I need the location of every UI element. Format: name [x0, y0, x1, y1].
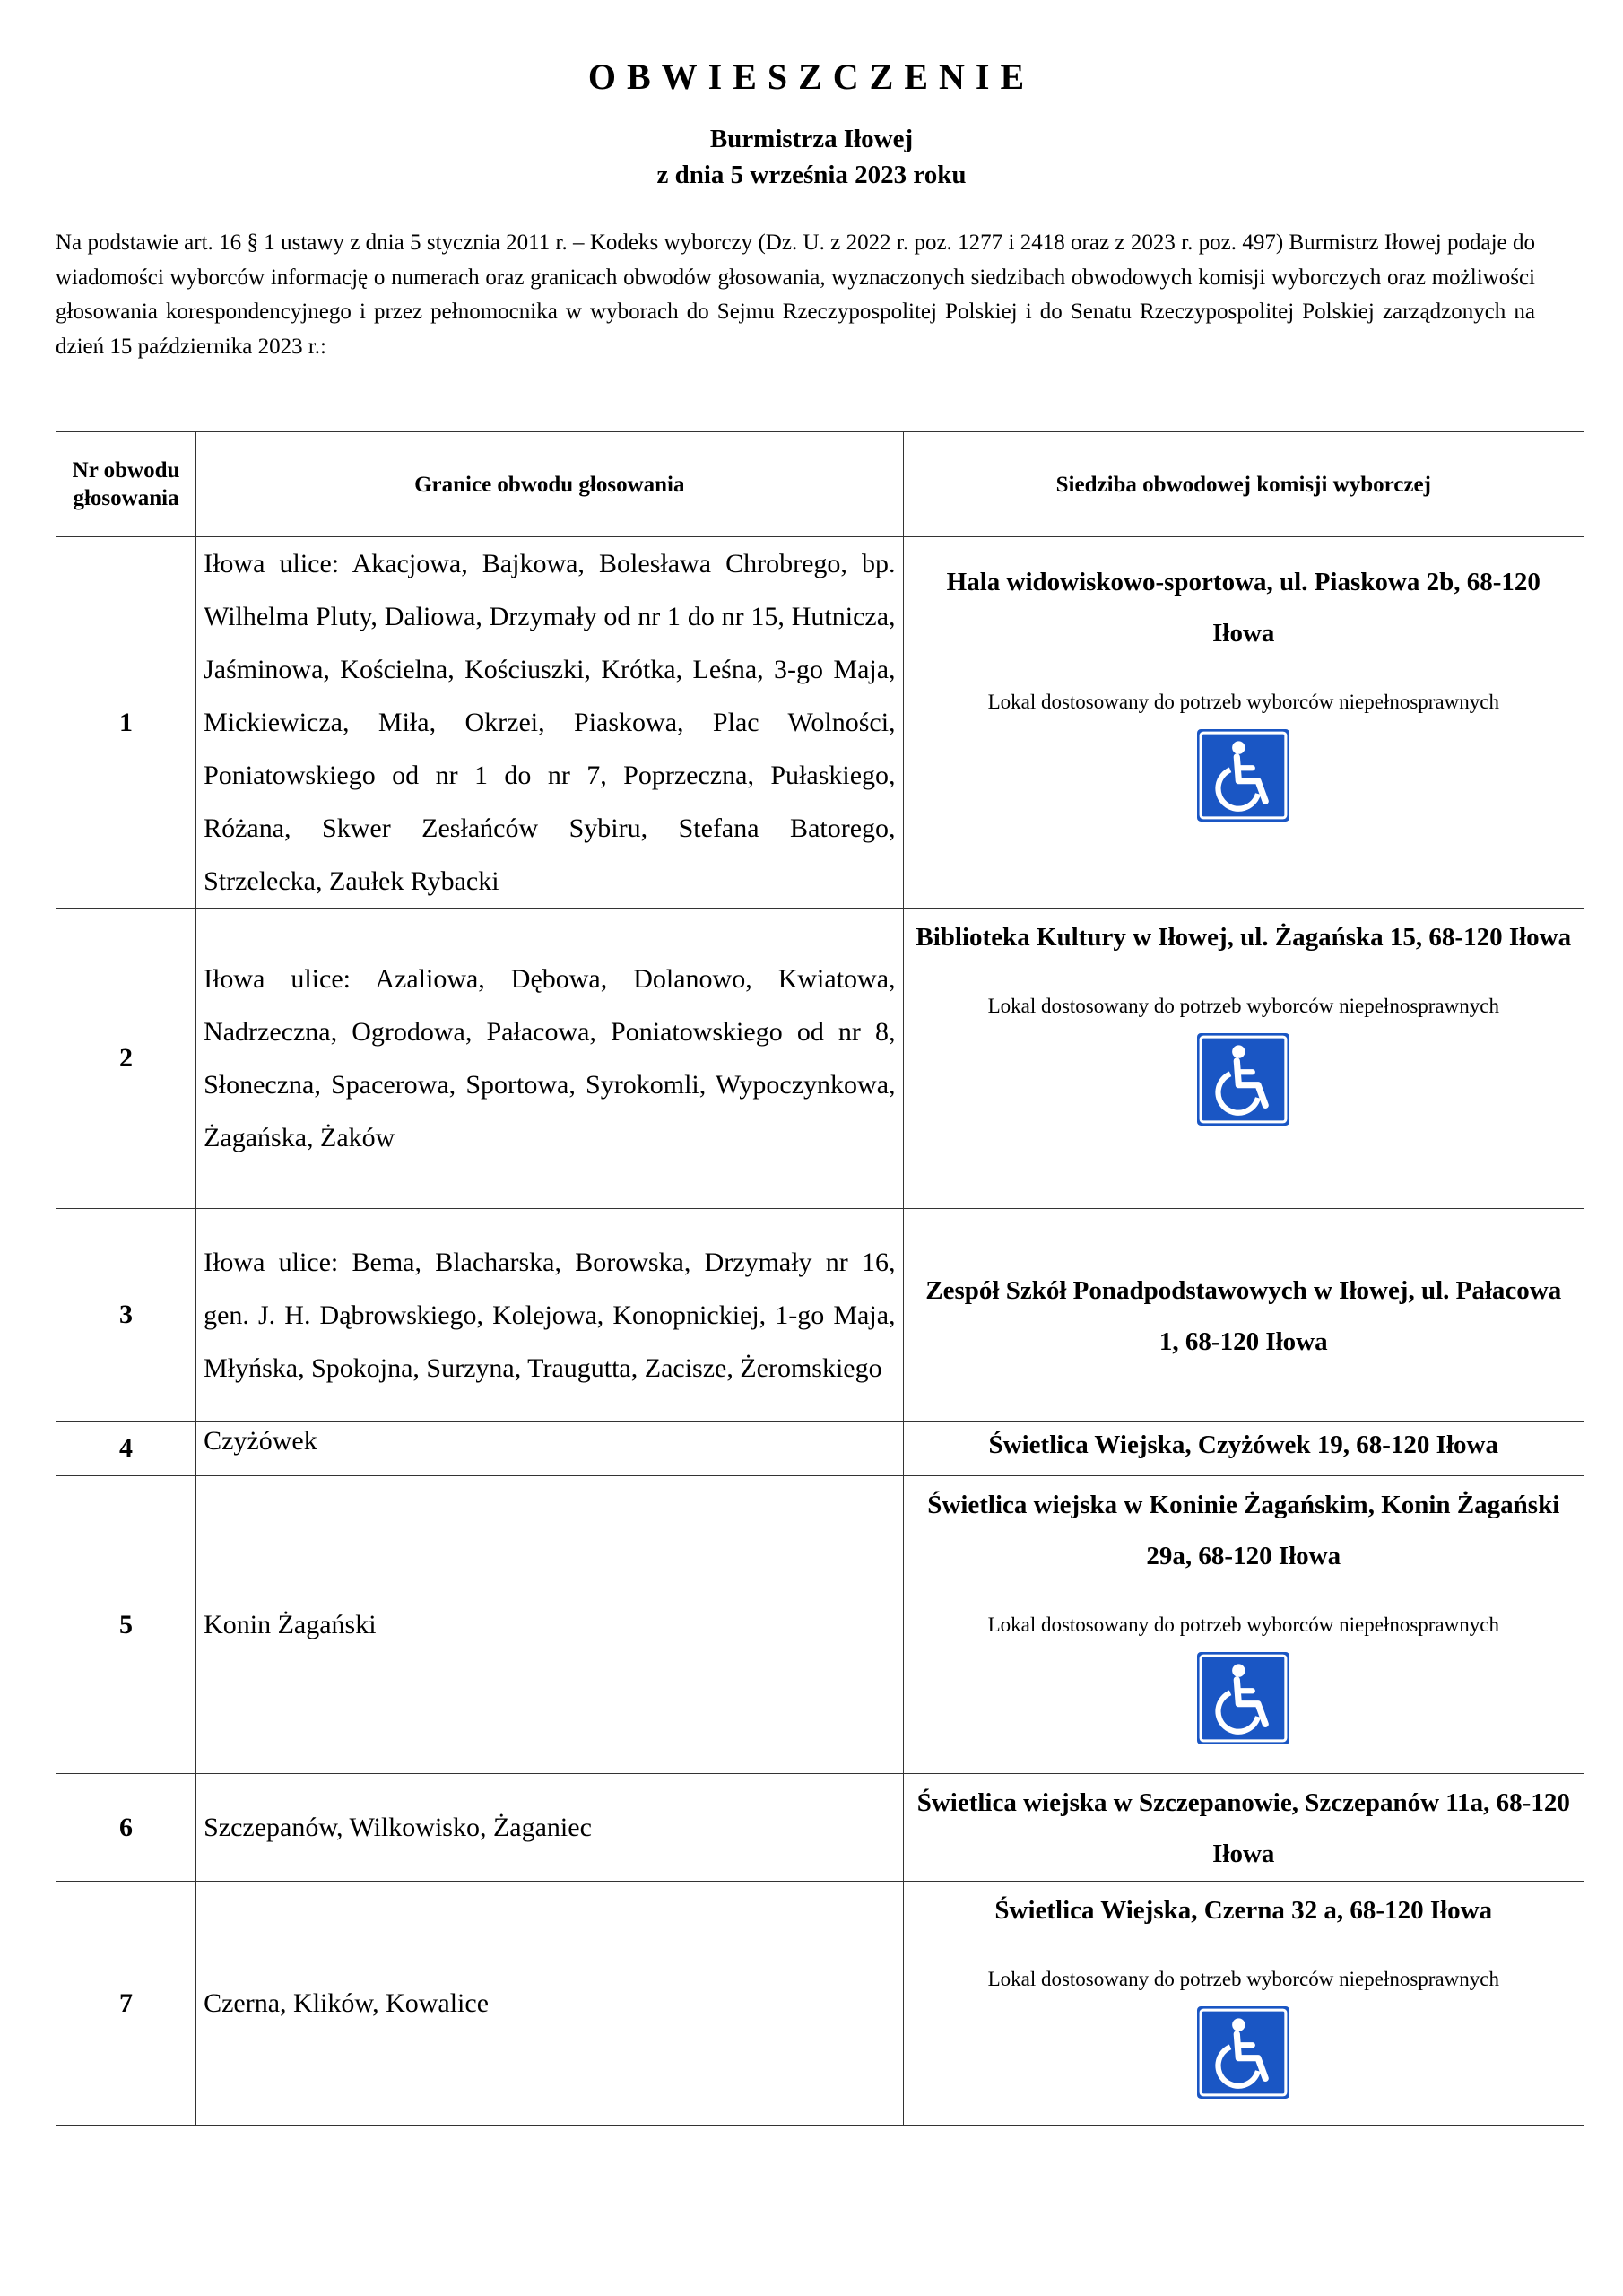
seat-address: Zespół Szkół Ponadpodstawowych w Iłowej, ul. Pałacowa 1, 68-120 Iłowa	[925, 1276, 1562, 1356]
table-row	[56, 1882, 1584, 2126]
commission-seat	[903, 1209, 1584, 1422]
district-boundaries: Iłowa ulice: Bema, Blacharska, Borowska, Drzymały nr 16, gen. J. H. Dąbrowskiego, Kolejowa, Konopnickiej, 1-go Maja, Młyńska, Spokojna, Surzyna, Traugutta, Zacisze, Żeromskiego	[196, 1209, 903, 1422]
district-number: 5	[56, 1476, 196, 1774]
commission-seat	[903, 1774, 1584, 1882]
table-header-row	[56, 432, 1584, 537]
district-number: 2	[56, 909, 196, 1209]
seat-address: Hala widowiskowo-sportowa, ul. Piaskowa 2b, 68-120 Iłowa	[946, 568, 1541, 648]
wheelchair-accessibility-icon	[1197, 729, 1289, 822]
wheelchair-accessibility-icon	[1197, 2006, 1289, 2099]
intro-paragraph: Na podstawie art. 16 § 1 ustawy z dnia 5 stycznia 2011 r. – Kodeks wyborczy (Dz. U. z 2022 r. poz. 1277 i 2418 oraz z 2023 r. poz. 497) Burmistrz Iłowej podaje do wiadomości wyborców informację o numerach oraz granicach obwodów głosowania, wyznaczonych siedzibach obwodowych komisji wyborczych oraz możliwości głosowania korespondencyjnego i przez pełnomocnika w wyborach do Sejmu Rzeczypospolitej Polskiej i do Senatu Rzeczypospolitej Polskiej zarządzonych na dzień 15 października 2023 r.:	[56, 230, 1535, 359]
accessible-note: Lokal dostosowany do potrzeb wyborców niepełnosprawnych	[987, 1613, 1499, 1636]
header-siedziba: Siedziba obwodowej komisji wyborczej	[903, 432, 1584, 537]
table-row	[56, 537, 1584, 909]
district-boundaries: Konin Żagański	[196, 1476, 903, 1774]
accessible-note: Lokal dostosowany do potrzeb wyborców niepełnosprawnych	[987, 691, 1499, 713]
seat-address: Świetlica Wiejska, Czyżówek 19, 68-120 Iłowa	[988, 1431, 1498, 1459]
accessible-note: Lokal dostosowany do potrzeb wyborców niepełnosprawnych	[987, 995, 1499, 1017]
district-boundaries: Czerna, Klików, Kowalice	[196, 1882, 903, 2126]
commission-seat	[903, 1882, 1584, 2126]
seat-address: Świetlica wiejska w Szczepanowie, Szczepanów 11a, 68-120 Iłowa	[916, 1788, 1570, 1868]
date-line: z dnia 5 września 2023 roku	[656, 161, 967, 189]
table-row	[56, 1209, 1584, 1422]
district-boundaries: Iłowa ulice: Azaliowa, Dębowa, Dolanowo, Kwiatowa, Nadrzeczna, Ogrodowa, Pałacowa, Poniatowskiego od nr 8, Słoneczna, Spacerowa, Sportowa, Syrokomli, Wypoczynkowa, Żagańska, Żaków	[196, 909, 903, 1209]
table-row	[56, 1476, 1584, 1774]
table-row	[56, 1422, 1584, 1476]
commission-seat	[903, 537, 1584, 909]
table-row	[56, 909, 1584, 1209]
header-granice: Granice obwodu głosowania	[196, 432, 903, 537]
seat-address: Świetlica wiejska w Koninie Żagańskim, Konin Żagański 29a, 68-120 Iłowa	[927, 1491, 1560, 1570]
header-nr: Nr obwodu głosowania	[56, 432, 196, 537]
document-title: OBWIESZCZENIE	[587, 57, 1036, 97]
voting-districts-table	[56, 431, 1584, 2126]
document-subtitle	[0, 121, 1623, 193]
commission-seat	[903, 1422, 1584, 1476]
district-boundaries: Czyżówek	[196, 1422, 903, 1476]
wheelchair-accessibility-icon	[1197, 1652, 1289, 1744]
issuer-line: Burmistrza Iłowej	[709, 125, 914, 153]
table-row	[56, 1774, 1584, 1882]
seat-address: Świetlica Wiejska, Czerna 32 a, 68-120 Iłowa	[994, 1896, 1493, 1925]
district-number: 4	[56, 1422, 196, 1476]
district-number: 1	[56, 537, 196, 909]
seat-address: Biblioteka Kultury w Iłowej, ul. Żagańska 15, 68-120 Iłowa	[916, 923, 1572, 952]
district-number: 6	[56, 1774, 196, 1882]
wheelchair-accessibility-icon	[1197, 1033, 1289, 1126]
commission-seat	[903, 1476, 1584, 1774]
district-number: 7	[56, 1882, 196, 2126]
commission-seat	[903, 909, 1584, 1209]
district-number: 3	[56, 1209, 196, 1422]
district-boundaries: Iłowa ulice: Akacjowa, Bajkowa, Bolesława Chrobrego, bp. Wilhelma Pluty, Daliowa, Drzymały od nr 1 do nr 15, Hutnicza, Jaśminowa, Kościelna, Kościuszki, Krótka, Leśna, 3-go Maja, Mickiewicza, Miła, Okrzei, Piaskowa, Plac Wolności, Poniatowskiego od nr 1 do nr 7, Poprzeczna, Pułaskiego, Różana, Skwer Zesłańców Sybiru, Stefana Batorego, Strzelecka, Zaułek Rybacki	[196, 537, 903, 909]
accessible-note: Lokal dostosowany do potrzeb wyborców niepełnosprawnych	[987, 1968, 1499, 1990]
district-boundaries: Szczepanów, Wilkowisko, Żaganiec	[196, 1774, 903, 1882]
